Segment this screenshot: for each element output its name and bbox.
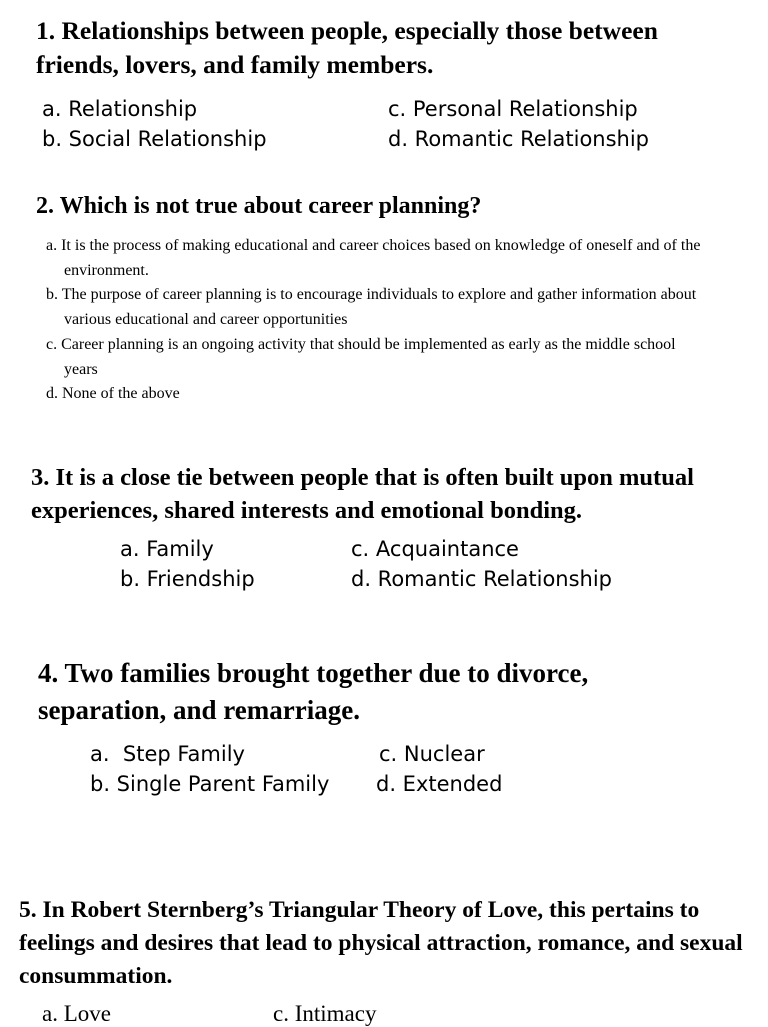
question-4-text: Two families brought together due to divorce, separation, and remarriage. — [38, 658, 589, 725]
question-1-option-c: c. Personal Relationship — [388, 97, 638, 121]
question-4 — [38, 655, 658, 729]
question-1-option-a: a. Relationship — [42, 97, 198, 121]
question-3-option-c: c. Acquaintance — [351, 537, 519, 561]
question-4-number: 4. — [38, 658, 59, 688]
question-4-option-a: a. Step Family — [90, 742, 245, 766]
question-3-option-a: a. Family — [120, 537, 214, 561]
question-4-option-d: d. Extended — [376, 772, 503, 796]
question-1-number: 1. — [36, 16, 56, 45]
question-3-text: It is a close tie between people that is often built upon mutual experiences, shared interests and emotional bonding. — [31, 464, 694, 524]
question-5-option-a: a. Love — [42, 1001, 111, 1026]
question-1-text: Relationships between people, especially those between friends, lovers, and family members. — [36, 16, 658, 79]
question-1-stem — [36, 14, 676, 82]
question-3-stem — [31, 461, 746, 527]
question-4-option-b: b. Single Parent Family — [90, 772, 330, 796]
question-3-option-b: b. Friendship — [120, 567, 255, 591]
question-5-number: 5. — [19, 897, 37, 923]
question-4-option-c: c. Nuclear — [379, 742, 485, 766]
question-2-option-d: d. None of the above — [46, 385, 180, 403]
question-5-text: In Robert Sternberg’s Triangular Theory of Love, this pertains to feelings and desires that lead to physical attraction, romance, and sexual consummation. — [19, 897, 743, 989]
question-2-stem — [36, 190, 736, 222]
question-5-stem — [19, 894, 749, 993]
question-5-option-c: c. Intimacy — [273, 1001, 377, 1026]
question-2-number: 2. — [36, 193, 54, 219]
question-2-option-b: b. The purpose of career planning is to encourage individuals to explore and gather information about various educational and career opportunities — [46, 286, 697, 329]
question-2-text: Which is not true about career planning? — [59, 193, 482, 219]
question-1-option-d: d. Romantic Relationship — [388, 127, 650, 151]
question-2-option-a: a. It is the process of making educational and career choices based on knowledge of oneself and of the environment. — [46, 237, 701, 279]
question-4-stem — [38, 655, 658, 729]
question-1 — [36, 14, 676, 82]
question-3 — [31, 461, 746, 527]
question-3-option-d: d. Romantic Relationship — [351, 567, 613, 591]
question-2-option-c: c. Career planning is an ongoing activity that should be implemented as early as the middle school years — [46, 335, 676, 378]
question-3-number: 3. — [31, 464, 50, 491]
question-2-options — [44, 234, 704, 407]
question-2 — [36, 190, 736, 222]
question-1-option-b: b. Social Relationship — [42, 127, 267, 151]
question-5 — [19, 894, 749, 993]
